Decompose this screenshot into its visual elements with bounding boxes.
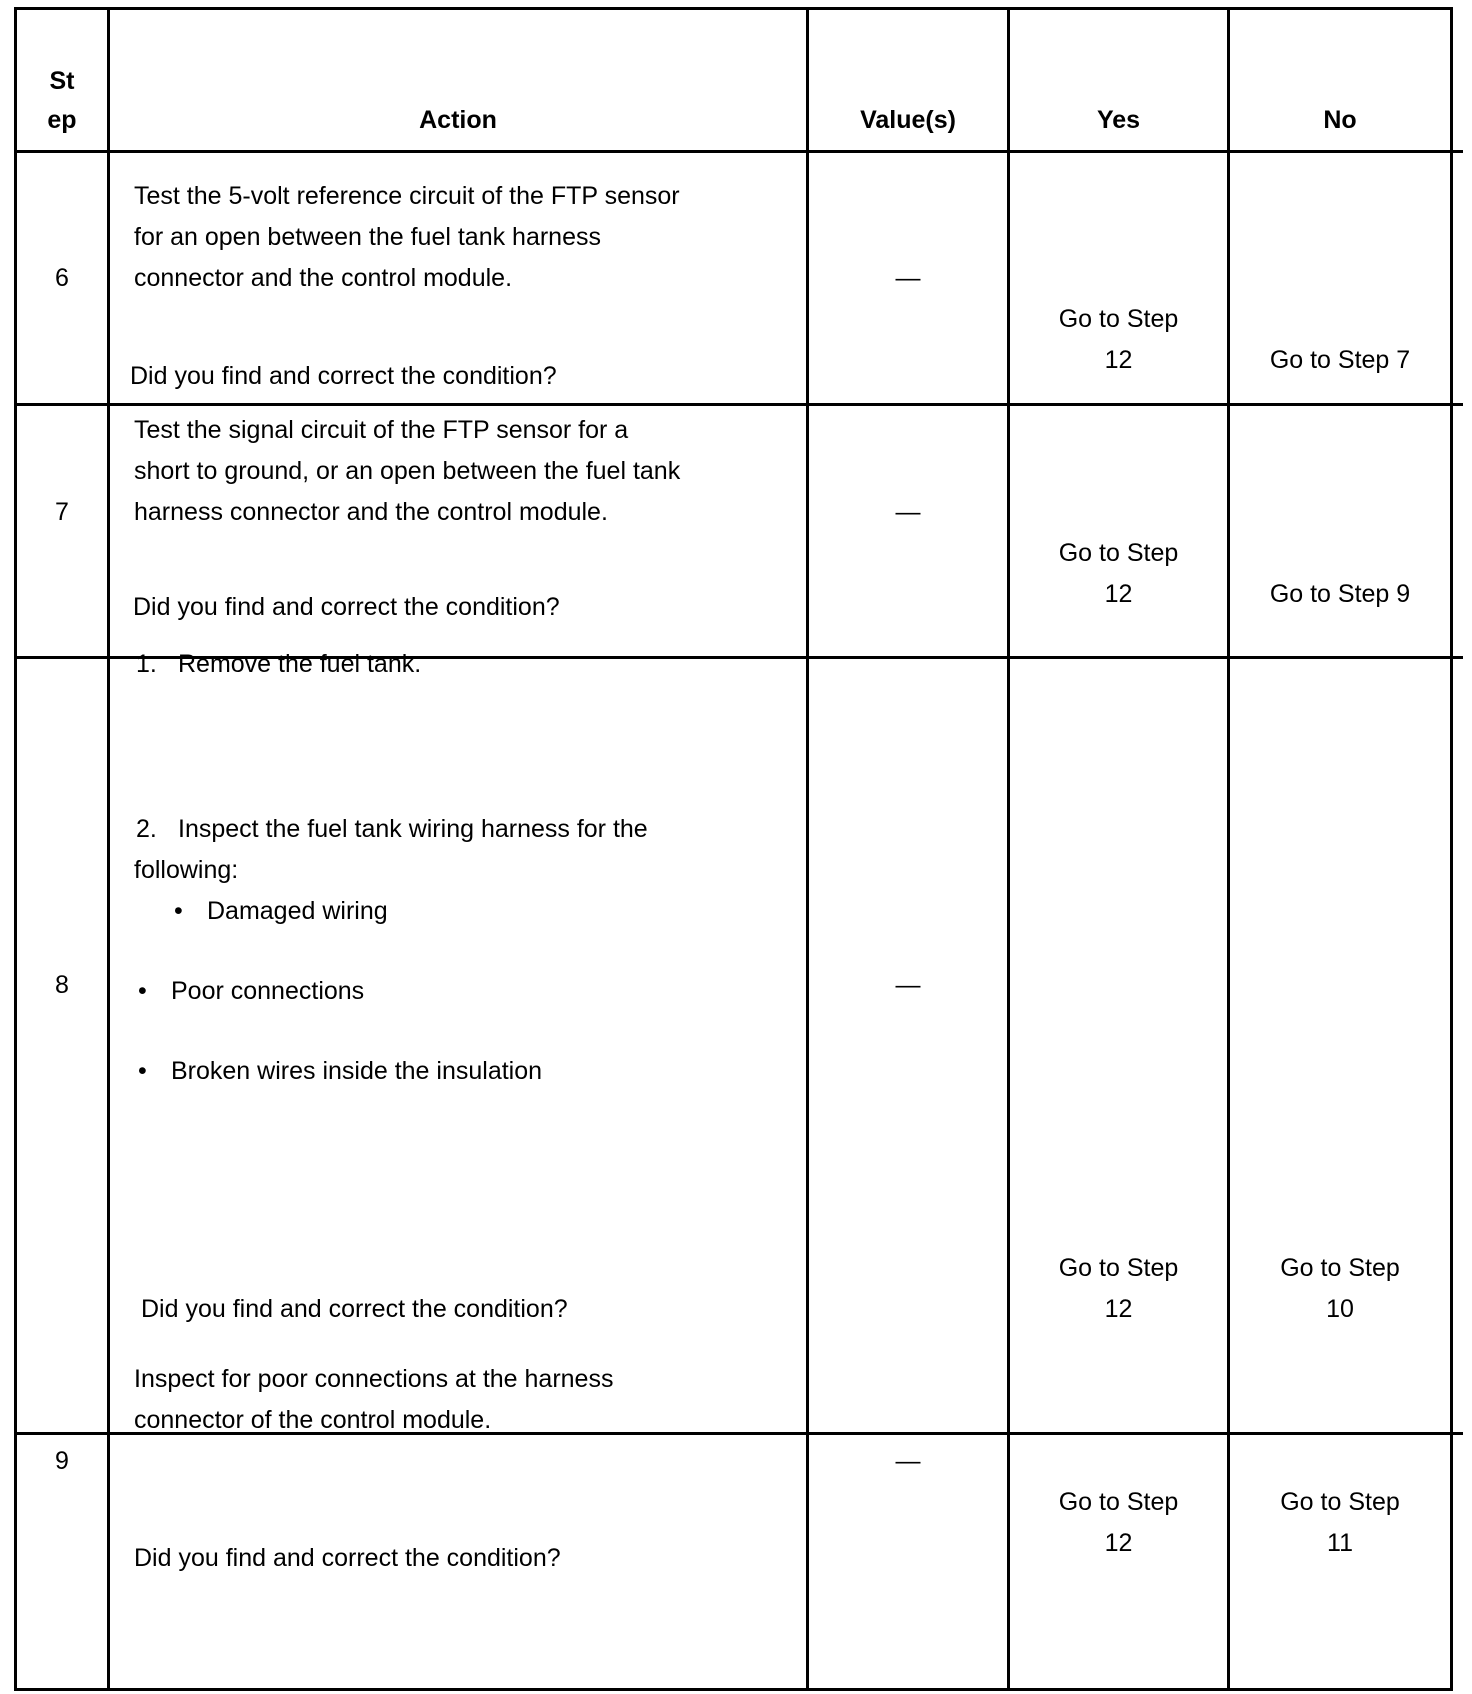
action-question: Did you find and correct the condition? [134,1544,561,1572]
action-text: harness connector and the control module. [134,498,608,526]
action-question: Did you find and correct the condition? [141,1295,568,1323]
col-divider-value-yes [1007,7,1010,1691]
action-text: short to ground, or an open between the fuel tank [134,457,681,485]
action-question: Did you find and correct the condition? [133,593,560,621]
action-text: Inspect for poor connections at the harness [134,1365,614,1393]
list-item-text: Remove the fuel tank. [178,650,422,678]
bullet-item: Poor connections [171,977,365,1005]
bullet-item: Broken wires inside the insulation [171,1057,543,1085]
yes-target-step: 12 [1104,580,1133,608]
value-dash: — [895,971,921,999]
header-values: Value(s) [860,106,956,134]
col-divider-step-action [107,7,110,1691]
value-dash: — [895,264,921,292]
bullet-icon: • [174,897,183,925]
no-target: Go to Step 7 [1269,346,1411,374]
row-divider-6-7 [14,403,1463,406]
action-text: Test the signal circuit of the FTP sensor for a [134,416,629,444]
list-item-text-continued: following: [134,856,239,884]
yes-target-step: 12 [1104,1295,1133,1323]
yes-target-step: 12 [1104,346,1133,374]
table-border-bottom [14,1688,1453,1691]
header-yes: Yes [1096,106,1141,134]
table-border-top [14,7,1453,10]
table-border-right [1450,7,1453,1691]
bullet-icon: • [138,977,147,1005]
action-text: Test the 5-volt reference circuit of the FTP sensor [134,182,680,210]
diagnostic-table [14,7,1463,1691]
yes-target-step: 12 [1104,1529,1133,1557]
value-dash: — [895,498,921,526]
action-text: for an open between the fuel tank harness [134,223,601,251]
step-number: 8 [55,971,69,999]
action-question: Did you find and correct the condition? [130,362,557,390]
value-dash: — [895,1447,921,1475]
header-step-line1: St [49,67,75,95]
yes-target: Go to Step [1058,305,1179,333]
no-target-step: 10 [1326,1295,1354,1323]
col-divider-yes-no [1227,7,1230,1691]
header-divider [14,150,1463,153]
bullet-item: Damaged wiring [207,897,388,925]
header-step-line2: ep [47,106,77,134]
header-action: Action [419,106,497,134]
step-number: 6 [55,264,69,292]
yes-target: Go to Step [1058,1488,1179,1516]
action-text: connector and the control module. [134,264,513,292]
yes-target: Go to Step [1058,539,1179,567]
list-item-number: 2. [136,815,157,843]
step-number: 7 [55,498,69,526]
bullet-icon: • [138,1057,147,1085]
step-number: 9 [55,1447,69,1475]
header-no: No [1323,106,1357,134]
no-target: Go to Step [1280,1254,1400,1282]
no-target-step: 11 [1327,1529,1353,1557]
list-item-number: 1. [136,650,157,678]
yes-target: Go to Step [1058,1254,1179,1282]
action-text: connector of the control module. [134,1406,492,1434]
no-target: Go to Step [1280,1488,1400,1516]
list-item-text: Inspect the fuel tank wiring harness for the [178,815,648,843]
no-target: Go to Step 9 [1269,580,1411,608]
